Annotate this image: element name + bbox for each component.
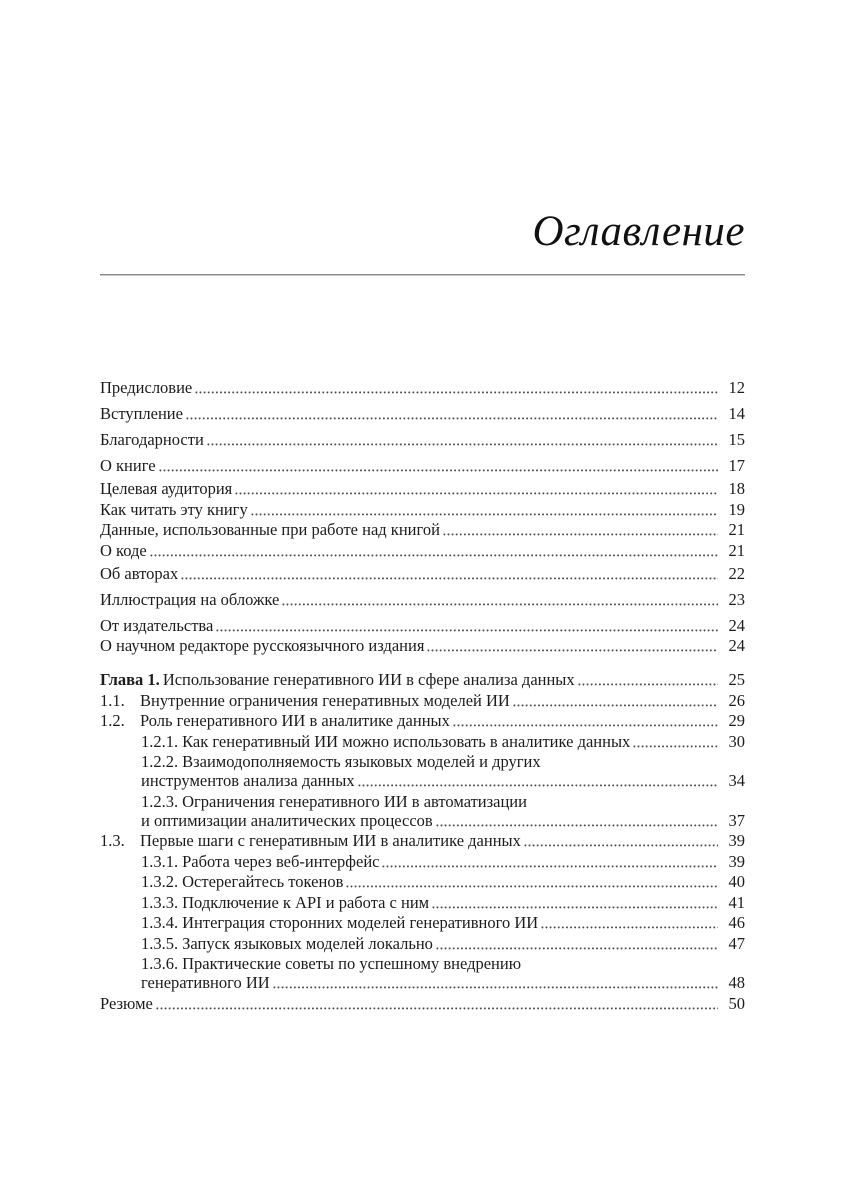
toc-entry-label: Как читать эту книгу [100, 499, 248, 519]
toc-entry-label: Первые шаги с генеративным ИИ в аналитике данных [140, 831, 521, 850]
toc-entry-page: 40 [728, 872, 745, 891]
toc-entry-label: Взаимодополняемость языковых моделей и других [182, 752, 541, 771]
toc-entry-chapter-1[interactable] [100, 670, 745, 689]
dot-leader [195, 382, 718, 397]
dot-leader [436, 815, 718, 830]
toc-entry-label: Работа через веб-интерфейс [182, 851, 380, 871]
dot-leader [251, 504, 718, 519]
toc-entry-section-1-3-6-cont[interactable] [100, 973, 745, 992]
dot-leader [181, 568, 718, 583]
dot-leader [432, 897, 718, 912]
section-number: 1.2. [100, 711, 125, 730]
dot-leader [216, 620, 718, 635]
dot-leader [443, 524, 718, 539]
toc-entry-label: Как генеративный ИИ можно использовать в аналитике данных [182, 731, 631, 751]
dot-leader [633, 736, 718, 751]
toc-entry-how-to-read[interactable] [100, 500, 745, 519]
toc-entry-section-1-3-5[interactable] [100, 934, 745, 953]
section-number: 1.2.2. [141, 752, 179, 771]
toc-entry-label: Ограничения генеративного ИИ в автоматизации [182, 791, 527, 811]
dot-leader [382, 856, 718, 871]
dot-leader [235, 483, 718, 498]
toc-entry-label: Благодарности [100, 430, 204, 449]
toc-entry-label: Предисловие [100, 378, 193, 397]
toc-entry-page: 15 [728, 430, 745, 449]
section-number: 1.3.2. [141, 872, 179, 891]
dot-leader [346, 876, 718, 891]
toc-entry-page: 21 [728, 520, 745, 539]
chapter-title-label: Использование генеративного ИИ в сфере анализа данных [162, 670, 575, 689]
toc-list [100, 378, 745, 1013]
toc-entry-acknowledgements[interactable] [100, 430, 745, 449]
toc-entry-page: 24 [728, 615, 745, 635]
toc-entry-section-1-2-2-cont[interactable] [100, 771, 745, 790]
dot-leader [207, 434, 718, 449]
toc-entry-label: О книге [100, 456, 156, 475]
toc-entry-section-1-2[interactable] [100, 711, 745, 730]
toc-entry-page: 48 [728, 973, 745, 992]
title-block [100, 206, 745, 276]
dot-leader [427, 640, 718, 655]
toc-entry-page: 19 [728, 499, 745, 519]
toc-entry-label: От издательства [100, 615, 214, 635]
title-divider [100, 274, 745, 276]
toc-entry-label: Иллюстрация на обложке [100, 589, 280, 609]
dot-leader [524, 958, 718, 973]
toc-entry-section-1-1[interactable] [100, 691, 745, 710]
toc-entry-target-audience[interactable] [100, 479, 745, 498]
toc-entry-page: 41 [728, 892, 745, 912]
toc-entry-section-1-3-2[interactable] [100, 872, 745, 891]
section-number: 1.2.3. [141, 791, 179, 811]
toc-entry-label: Вступление [100, 404, 183, 423]
toc-entry-about-book[interactable] [100, 456, 745, 475]
dot-leader [530, 796, 718, 811]
toc-entry-label: Остерегайтесь токенов [182, 872, 344, 891]
toc-entry-section-1-2-3[interactable] [100, 792, 745, 811]
section-number: 1.3. [100, 831, 125, 850]
toc-entry-cover-illustration[interactable] [100, 590, 745, 609]
toc-entry-label: Внутренние ограничения генеративных моделей ИИ [140, 690, 510, 710]
toc-entry-section-1-3[interactable] [100, 831, 745, 850]
toc-entry-data-used[interactable] [100, 520, 745, 539]
toc-entry-label: О научном редакторе русскоязычного издания [100, 636, 425, 655]
toc-entry-label: Целевая аудитория [100, 479, 233, 498]
toc-entry-label-continued: инструментов анализа данных [141, 771, 355, 790]
toc-entry-page: 46 [728, 913, 745, 932]
dot-leader [513, 695, 718, 710]
toc-entry-page: 23 [728, 589, 745, 609]
section-number: 1.3.3. [141, 892, 179, 912]
dot-leader [282, 594, 718, 609]
toc-entry-summary[interactable] [100, 994, 745, 1013]
toc-entry-page: 26 [728, 690, 745, 710]
toc-entry-label: Об авторах [100, 563, 179, 583]
toc-entry-page: 34 [728, 771, 745, 790]
dot-leader [524, 835, 718, 850]
toc-entry-about-authors[interactable] [100, 564, 745, 583]
section-number: 1.3.5. [141, 933, 179, 953]
toc-entry-section-1-3-4[interactable] [100, 913, 745, 932]
dot-leader [453, 715, 718, 730]
toc-entry-page: 14 [728, 404, 745, 423]
section-number: 1.3.6. [141, 954, 179, 973]
toc-entry-page: 12 [728, 378, 745, 397]
dot-leader [159, 460, 718, 475]
toc-entry-label: Резюме [100, 993, 153, 1013]
dot-leader [358, 775, 718, 790]
toc-entry-label: О коде [100, 540, 147, 560]
toc-entry-section-1-2-3-cont[interactable] [100, 811, 745, 830]
toc-entry-page: 47 [728, 933, 745, 953]
chapter-number-label [100, 670, 163, 689]
toc-entry-page: 39 [728, 831, 745, 850]
toc-entry-page: 22 [728, 563, 745, 583]
dot-leader [544, 756, 718, 771]
toc-entry-about-code[interactable] [100, 541, 745, 560]
toc-entry-scientific-editor[interactable] [100, 636, 745, 655]
toc-entry-page: 21 [728, 540, 745, 560]
dot-leader [186, 408, 718, 423]
toc-entry-section-1-3-6[interactable] [100, 954, 745, 973]
toc-entry-label: Роль генеративного ИИ в аналитике данных [140, 711, 450, 730]
dot-leader [150, 545, 718, 560]
toc-entry-page: 25 [728, 670, 745, 689]
toc-entry-label: Подключение к API и работа с ним [182, 892, 430, 912]
toc-entry-preface[interactable] [100, 378, 745, 397]
section-number: 1.1. [100, 690, 125, 710]
toc-entry-section-1-3-1[interactable] [100, 852, 745, 871]
dot-leader [436, 938, 718, 953]
toc-entry-label: Данные, использованные при работе над книгой [100, 520, 440, 539]
toc-entry-page: 37 [728, 810, 745, 830]
toc-entry-label: Запуск языковых моделей локально [182, 933, 433, 953]
section-number: 1.2.1. [141, 731, 179, 751]
toc-entry-from-publisher[interactable] [100, 616, 745, 635]
section-number: 1.3.4. [141, 913, 179, 932]
section-number: 1.3.1. [141, 851, 179, 871]
dot-leader [541, 917, 718, 932]
toc-entry-page: 29 [728, 711, 745, 730]
toc-entry-label: Интеграция сторонних моделей генеративного ИИ [182, 913, 539, 932]
toc-entry-section-1-3-3[interactable] [100, 893, 745, 912]
toc-entry-page: 39 [728, 851, 745, 871]
toc-entry-label: Практические советы по успешному внедрению [182, 954, 522, 973]
toc-entry-label-continued: и оптимизации аналитических процессов [141, 810, 433, 830]
toc-entry-page: 18 [728, 479, 745, 498]
page-title: Оглавление [532, 208, 745, 255]
toc-entry-page: 50 [728, 993, 745, 1013]
dot-leader [273, 977, 718, 992]
toc-entry-introduction[interactable] [100, 404, 745, 423]
chapter-number-text: Глава 1. [100, 670, 160, 689]
dot-leader [578, 674, 718, 689]
dot-leader [156, 998, 718, 1013]
toc-entry-page: 30 [728, 731, 745, 751]
toc-entry-section-1-2-1[interactable] [100, 732, 745, 751]
toc-entry-label-continued: генеративного ИИ [141, 973, 270, 992]
toc-entry-page: 17 [728, 456, 745, 475]
toc-entry-section-1-2-2[interactable] [100, 752, 745, 771]
toc-entry-page: 24 [728, 636, 745, 655]
